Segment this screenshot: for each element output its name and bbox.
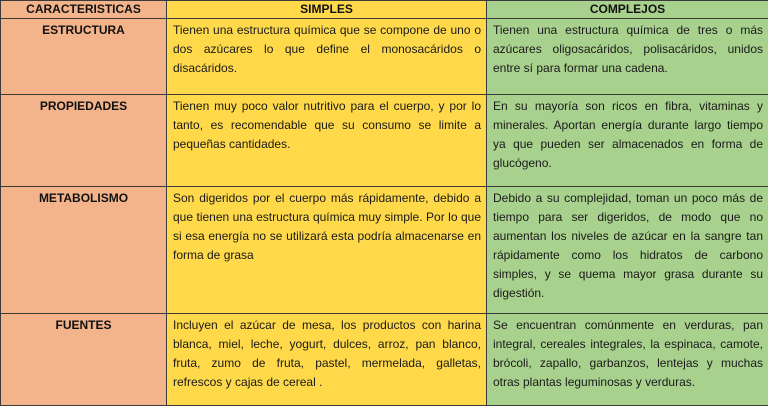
cell-complex-properties: En su mayoría son ricos en fibra, vitaminas y minerales. Aportan energía durante largo tiempo ya que pueden ser almacenados en forma de glucógeno. xyxy=(487,95,768,187)
cell-simple-sources: Incluyen el azúcar de mesa, los productos con harina blanca, miel, leche, yogurt, dulces, arroz, pan blanco, fruta, zumo de fruta, pastel, mermelada, galletas, refrescos y cajas de cereal . xyxy=(167,314,487,406)
table-row-structure xyxy=(1,19,768,95)
cell-simple-structure: Tienen una estructura química que se compone de uno o dos azúcares lo que define el monosacáridos o disacáridos. xyxy=(167,19,487,95)
row-label-structure: ESTRUCTURA xyxy=(1,19,167,95)
row-label-sources: FUENTES xyxy=(1,314,167,406)
table-row-metabolism xyxy=(1,187,768,314)
cell-simple-properties: Tienen muy poco valor nutritivo para el cuerpo, y por lo tanto, es recomendable que su consumo se limite a pequeñas cantidades. xyxy=(167,95,487,187)
cell-complex-sources: Se encuentran comúnmente en verduras, pan integral, cereales integrales, la espinaca, camote, brócoli, zapallo, garbanzos, lentejas y muchas otras plantas leguminosas y verduras. xyxy=(487,314,768,406)
table-row-sources xyxy=(1,314,768,406)
header-simple: SIMPLES xyxy=(167,1,487,19)
cell-complex-structure: Tienen una estructura química de tres o más azúcares oligosacáridos, polisacáridos, unidos entre sí para formar una cadena. xyxy=(487,19,768,95)
row-label-metabolism: METABOLISMO xyxy=(1,187,167,314)
header-characteristics: CARACTERISTICAS xyxy=(1,1,167,19)
row-label-properties: PROPIEDADES xyxy=(1,95,167,187)
header-row xyxy=(1,1,768,19)
table-row-properties xyxy=(1,95,768,187)
cell-simple-metabolism: Son digeridos por el cuerpo más rápidamente, debido a que tienen una estructura química muy simple. Por lo que si esa energía no se utilizará esta podría almacenarse en forma de grasa xyxy=(167,187,487,314)
cell-complex-metabolism: Debido a su complejidad, toman un poco más de tiempo para ser digeridos, de modo que no aumentan los niveles de azúcar en la sangre tan rápidamente como los hidratos de carbono simples, y se quema mayor grasa durante su digestión. xyxy=(487,187,768,314)
header-complex: COMPLEJOS xyxy=(487,1,768,19)
